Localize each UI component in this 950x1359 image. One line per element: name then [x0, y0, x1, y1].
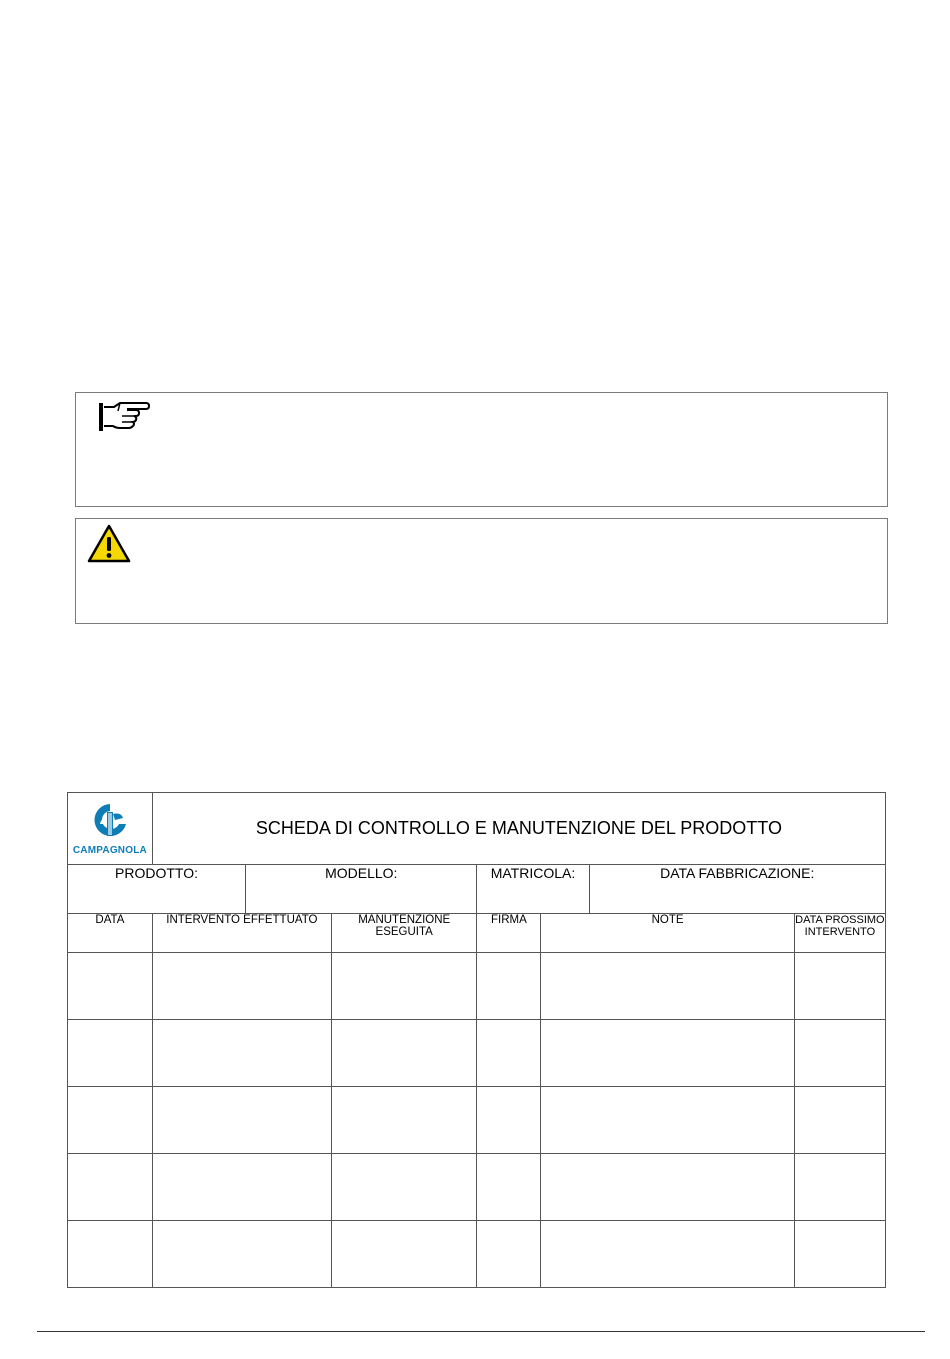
cell-firma[interactable] — [477, 1020, 541, 1087]
pointing-hand-icon — [98, 399, 150, 440]
cell-prossimo-intervento[interactable] — [794, 1154, 885, 1221]
cell-prossimo-intervento[interactable] — [794, 1087, 885, 1154]
logo-text: CAMPAGNOLA — [72, 844, 147, 856]
footer-divider — [37, 1331, 925, 1332]
cell-intervento[interactable] — [152, 953, 331, 1020]
col-header-data: DATA — [68, 914, 153, 953]
cell-intervento[interactable] — [152, 1087, 331, 1154]
cell-firma[interactable] — [477, 953, 541, 1020]
cell-note[interactable] — [541, 953, 794, 1020]
cell-firma[interactable] — [477, 1154, 541, 1221]
logo-cell — [68, 793, 153, 865]
info-data-fabbricazione: DATA FABBRICAZIONE: — [589, 865, 885, 914]
cell-firma[interactable] — [477, 1221, 541, 1288]
cell-note[interactable] — [541, 1087, 794, 1154]
cell-note[interactable] — [541, 1020, 794, 1087]
cell-prossimo-intervento[interactable] — [794, 1221, 885, 1288]
cell-data[interactable] — [68, 1087, 153, 1154]
cell-firma[interactable] — [477, 1087, 541, 1154]
campagnola-logo-icon — [93, 802, 127, 843]
info-modello: MODELLO: — [246, 865, 477, 914]
note-box — [75, 392, 888, 507]
col-header-firma: FIRMA — [477, 914, 541, 953]
cell-data[interactable] — [68, 953, 153, 1020]
cell-prossimo-intervento[interactable] — [794, 953, 885, 1020]
cell-note[interactable] — [541, 1221, 794, 1288]
cell-data[interactable] — [68, 1154, 153, 1221]
cell-manutenzione[interactable] — [331, 1221, 477, 1288]
table-row — [68, 1087, 886, 1154]
table-row — [68, 1020, 886, 1087]
cell-manutenzione[interactable] — [331, 1154, 477, 1221]
col-header-intervento: INTERVENTO EFFETTUATO — [152, 914, 331, 953]
cell-intervento[interactable] — [152, 1221, 331, 1288]
cell-data[interactable] — [68, 1221, 153, 1288]
cell-intervento[interactable] — [152, 1154, 331, 1221]
info-matricola: MATRICOLA: — [477, 865, 589, 914]
cell-data[interactable] — [68, 1020, 153, 1087]
maintenance-sheet — [67, 792, 886, 1288]
cell-manutenzione[interactable] — [331, 1020, 477, 1087]
col-header-prossimo-intervento: DATA PROSSIMO INTERVENTO — [794, 914, 885, 953]
col-header-manutenzione: MANUTENZIONE ESEGUITA — [331, 914, 477, 953]
info-prodotto: PRODOTTO: — [68, 865, 246, 914]
table-row — [68, 1154, 886, 1221]
sheet-title: SCHEDA DI CONTROLLO E MANUTENZIONE DEL PRODOTTO — [152, 793, 885, 865]
cell-manutenzione[interactable] — [331, 1087, 477, 1154]
table-row — [68, 1221, 886, 1288]
warning-box — [75, 518, 888, 624]
col-header-note: NOTE — [541, 914, 794, 953]
warning-triangle-icon — [87, 524, 131, 569]
cell-note[interactable] — [541, 1154, 794, 1221]
cell-prossimo-intervento[interactable] — [794, 1020, 885, 1087]
cell-manutenzione[interactable] — [331, 953, 477, 1020]
table-row — [68, 953, 886, 1020]
cell-intervento[interactable] — [152, 1020, 331, 1087]
